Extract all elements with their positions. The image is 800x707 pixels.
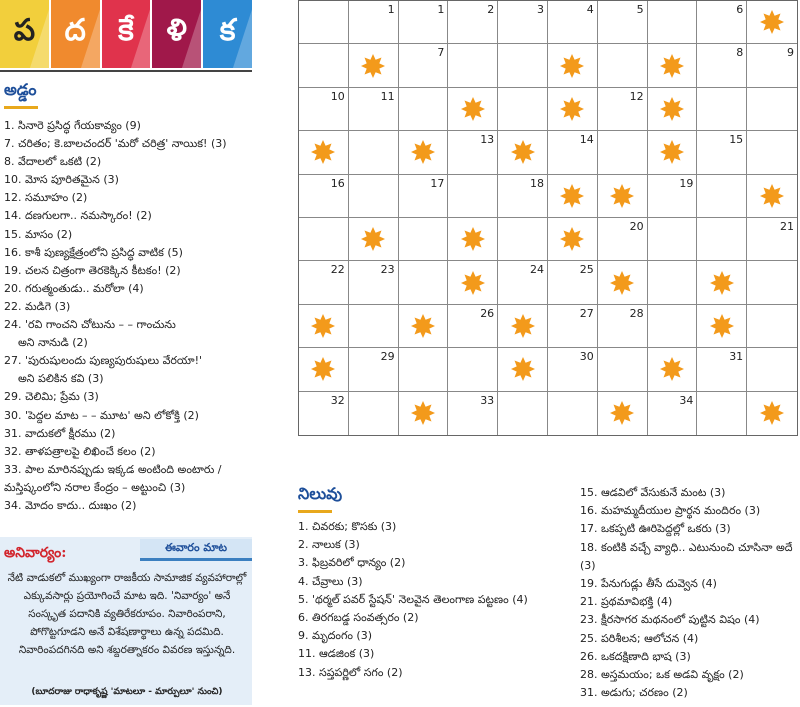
clue-number: 21 — [779, 220, 794, 233]
star-block-icon — [511, 140, 535, 164]
grid-cell[interactable] — [498, 392, 548, 435]
block-cell — [747, 175, 797, 218]
clue-number: 3 — [536, 3, 544, 16]
clue-number: 9 — [786, 46, 794, 60]
grid-cell[interactable] — [299, 261, 349, 304]
block-cell — [399, 131, 449, 174]
clue-item: 1. సినారె ప్రసిద్ధ గేయకావ్యం (9) — [4, 119, 141, 132]
grid-cell[interactable] — [399, 175, 449, 218]
grid-cell[interactable] — [598, 348, 648, 391]
title-tiles — [0, 0, 252, 68]
grid-cell[interactable] — [598, 1, 648, 44]
grid-cell[interactable] — [448, 175, 498, 218]
grid-cell[interactable] — [648, 175, 698, 218]
grid-cell[interactable] — [448, 44, 498, 87]
star-block-icon — [311, 140, 335, 164]
star-block-icon — [311, 357, 335, 381]
clue-number: 22 — [330, 263, 345, 277]
clue-item: 26. ఒకదక్షిణాది భాష (3) — [580, 649, 691, 663]
clue-item: 33. పాల మారినప్పుడు ఇక్కడ అంటింది అంటారు / మస్తిష్కంలోని నరాల కేంద్రం – అట్టుంచి (3) — [4, 462, 222, 494]
block-cell — [399, 392, 449, 435]
star-block-icon — [361, 227, 385, 251]
clue-number: 28 — [629, 306, 644, 320]
clue-number: 16 — [330, 176, 345, 190]
clue-number: 7 — [437, 46, 445, 60]
clue-item: 7. చరితం; కె.బాలచందర్ 'మరో చరిత్ర' నాయిక! (3) — [4, 137, 227, 151]
block-cell — [648, 131, 698, 174]
block-cell — [598, 175, 648, 218]
grid-cell[interactable] — [448, 348, 498, 391]
clue-item: 13. సప్తపర్ణిలో సగం (2) — [298, 665, 403, 679]
clue-number: 14 — [579, 133, 594, 147]
clue-number: 25 — [579, 263, 594, 277]
grid-cell[interactable] — [498, 44, 548, 87]
word-title: అనివార్యం: — [4, 545, 67, 561]
star-block-icon — [461, 271, 485, 295]
clue-item: 21. ప్రథమావిభక్తి (4) — [580, 595, 673, 609]
clue-number: 17 — [430, 176, 445, 190]
grid-cell[interactable] — [498, 1, 548, 44]
grid-cell[interactable] — [399, 218, 449, 261]
grid-cell[interactable] — [498, 218, 548, 261]
clue-number: 2 — [487, 3, 495, 16]
title-tile-2 — [51, 0, 100, 68]
down-clues-col2 — [580, 484, 800, 702]
clue-number: 26 — [480, 306, 495, 320]
clue-item: 11. ఆడజింక (3) — [298, 647, 375, 661]
grid-cell[interactable] — [349, 261, 399, 304]
star-block-icon — [560, 54, 584, 78]
grid-cell[interactable] — [349, 392, 399, 435]
clue-number: 6 — [736, 3, 744, 16]
grid-cell[interactable] — [747, 218, 797, 261]
clue-item: 16. మహమ్మదీయుల ప్రార్థన మందిరం (3) — [580, 504, 761, 518]
across-title — [4, 80, 38, 109]
grid-cell[interactable] — [598, 218, 648, 261]
block-cell — [299, 305, 349, 348]
grid-cell[interactable] — [399, 1, 449, 44]
grid-cell[interactable] — [648, 218, 698, 261]
grid-cell[interactable] — [548, 305, 598, 348]
clue-number: 13 — [480, 133, 495, 147]
star-block-icon — [660, 140, 684, 164]
clue-number: 15 — [729, 133, 744, 147]
clue-item: 18. కంటికి వచ్చే వ్యాధి.. ఎటునుంచి చూసినా అదే (3) — [580, 540, 793, 572]
grid-cell[interactable] — [349, 131, 399, 174]
grid-cell[interactable] — [299, 175, 349, 218]
clue-number: 29 — [380, 350, 395, 364]
clue-item: 34. మోదం కాదు.. దుఃఖం (2) — [4, 498, 137, 512]
block-cell — [349, 218, 399, 261]
clue-item: 27. 'పురుషులందు పుణ్యపురుషులు వేరయా!' అని పలికిన కవి (3) — [4, 354, 203, 386]
clue-number: 30 — [579, 350, 594, 364]
block-cell — [299, 131, 349, 174]
clue-number: 5 — [636, 3, 644, 16]
clue-item: 32. తాళపత్రాలపై లిఖించే కలం (2) — [4, 444, 156, 458]
block-cell — [349, 44, 399, 87]
grid-cell[interactable] — [747, 88, 797, 131]
block-cell — [498, 348, 548, 391]
star-block-icon — [710, 271, 734, 295]
block-cell — [598, 392, 648, 435]
star-block-icon — [610, 271, 634, 295]
grid-cell[interactable] — [349, 175, 399, 218]
title-tile-1 — [0, 0, 49, 68]
grid-cell[interactable] — [448, 131, 498, 174]
grid-cell[interactable] — [448, 392, 498, 435]
block-cell — [648, 88, 698, 131]
clue-number: 27 — [579, 306, 594, 320]
clue-item: 5. 'థర్మల్ పవర్ స్టేషన్' నెలవైన తెలంగాణ పట్టణం (4) — [298, 592, 528, 606]
block-cell — [697, 305, 747, 348]
block-cell — [648, 44, 698, 87]
clue-item: 16. కాశీ పుణ్యక్షేత్రంలోని ప్రసిద్ధ వాటిక (5) — [4, 245, 183, 259]
star-block-icon — [760, 184, 784, 208]
grid-cell[interactable] — [498, 261, 548, 304]
grid-cell[interactable] — [399, 348, 449, 391]
clue-number: 23 — [380, 263, 395, 277]
word-of-week-tab: ఈవారం మాట — [140, 539, 252, 561]
grid-cell[interactable] — [349, 1, 399, 44]
clue-item: 30. 'పెద్దల మాట – – మూట' అని లోకోక్తి (2) — [4, 408, 199, 422]
clue-item: 17. ఒకప్పటి ఊరిపెద్దల్లో ఒకరు (3) — [580, 522, 731, 536]
clue-number: 1 — [387, 3, 395, 16]
grid-cell[interactable] — [648, 261, 698, 304]
block-cell — [598, 261, 648, 304]
star-block-icon — [560, 97, 584, 121]
clue-item: 15. ఆడవిలో వేసుకునే మంట (3) — [580, 486, 726, 499]
grid-cell[interactable] — [697, 131, 747, 174]
grid-cell[interactable] — [299, 88, 349, 131]
down-title-text: నిలువు — [298, 484, 343, 503]
grid-cell[interactable] — [548, 1, 598, 44]
grid-cell[interactable] — [747, 131, 797, 174]
grid-cell[interactable] — [299, 1, 349, 44]
grid-cell[interactable] — [548, 131, 598, 174]
title-tile-5 — [203, 0, 252, 68]
clue-number: 31 — [729, 350, 744, 364]
star-block-icon — [660, 54, 684, 78]
clue-number: 4 — [586, 3, 594, 16]
clue-item: 10. మోస పూరితమైన (3) — [4, 173, 119, 187]
star-block-icon — [411, 314, 435, 338]
grid-cell[interactable] — [747, 305, 797, 348]
clue-item: 24. 'రవి గాంచని చోటును – – గాంచును అని నానుడి (2) — [4, 318, 176, 350]
grid-cell[interactable] — [648, 1, 698, 44]
clue-item: 15. మాసం (2) — [4, 227, 73, 241]
grid-cell[interactable] — [498, 175, 548, 218]
block-cell — [399, 305, 449, 348]
block-cell — [448, 218, 498, 261]
clue-number: 18 — [529, 176, 544, 190]
star-block-icon — [610, 401, 634, 425]
grid-cell[interactable] — [349, 348, 399, 391]
clue-number: 8 — [736, 46, 744, 60]
star-block-icon — [660, 97, 684, 121]
grid-cell[interactable] — [697, 1, 747, 44]
clue-item: 3. ఫిబ్రవరిలో ధాన్యం (2) — [298, 556, 406, 570]
star-block-icon — [311, 314, 335, 338]
down-title — [298, 484, 342, 513]
grid-cell[interactable] — [548, 348, 598, 391]
grid-cell[interactable] — [747, 261, 797, 304]
clue-number: 32 — [330, 393, 345, 407]
title-tile-4 — [152, 0, 201, 68]
tile-char: ప — [13, 13, 36, 48]
block-cell — [648, 348, 698, 391]
block-cell — [498, 131, 548, 174]
star-block-icon — [560, 184, 584, 208]
crossword-grid — [298, 0, 798, 436]
grid-cell[interactable] — [448, 305, 498, 348]
block-cell — [548, 218, 598, 261]
grid-cell[interactable] — [399, 88, 449, 131]
block-cell — [448, 88, 498, 131]
clue-item: 9. మృదంగం (3) — [298, 629, 373, 643]
clue-number: 12 — [629, 89, 644, 103]
block-cell — [747, 1, 797, 44]
grid-cell[interactable] — [747, 44, 797, 87]
clue-item: 22. మడిగె (3) — [4, 299, 71, 313]
tile-char: క — [219, 13, 236, 48]
star-block-icon — [361, 54, 385, 78]
word-description: నేటి వాడుకలో ముఖ్యంగా రాజకీయ సామాజిక వ్యవహారాల్లో ఎక్కువసార్లు ప్రయోగించే మాట ఇది. 'నివార్యం' అనే సంస్కృత పదానికి వ్యతిరేకరూపం. నివారింపరాని, పోగొట్టగూడని అనే విశేషణార్థాలు ఉన్న పదమిది. నివారింపదగినది అని శబ్దరత్నాకరం వివరణ ఇస్తున్నది. — [7, 572, 247, 656]
grid-cell[interactable] — [598, 131, 648, 174]
clue-item: 28. అస్తమయం; ఒక అడవి వృక్షం (2) — [580, 668, 744, 682]
grid-cell[interactable] — [548, 261, 598, 304]
grid-cell[interactable] — [399, 261, 449, 304]
block-cell — [747, 392, 797, 435]
clue-item: 19. చలన చిత్రంగా తెరకెక్కిన కీటకం! (2) — [4, 263, 181, 277]
star-block-icon — [411, 140, 435, 164]
clue-item: 20. గరుత్మంతుడు.. మరోలా (4) — [4, 281, 144, 295]
block-cell — [548, 44, 598, 87]
grid-cell[interactable] — [349, 305, 399, 348]
clue-number: 19 — [679, 176, 694, 190]
divider — [0, 70, 252, 72]
star-block-icon — [560, 227, 584, 251]
grid-cell[interactable] — [548, 392, 598, 435]
word-credit: (బూదరాజు రాధాకృష్ణ 'మాటలూ - మార్పులూ' నుంచి) — [31, 687, 223, 697]
grid-cell[interactable] — [697, 44, 747, 87]
clue-item: 14. దణగులగా.. నమస్కారం! (2) — [4, 209, 152, 223]
block-cell — [299, 348, 349, 391]
clue-item: 31. వాదుకలో క్షీరము (2) — [4, 426, 116, 440]
grid-cell[interactable] — [697, 88, 747, 131]
star-block-icon — [710, 314, 734, 338]
grid-cell[interactable] — [598, 44, 648, 87]
star-block-icon — [461, 97, 485, 121]
block-cell — [548, 175, 598, 218]
title-underline — [4, 106, 38, 109]
title-underline — [298, 510, 332, 513]
block-cell — [498, 305, 548, 348]
grid-cell[interactable] — [697, 218, 747, 261]
clue-item: 25. పరిశీలన; ఆలోచన (4) — [580, 631, 699, 645]
clue-number: 20 — [629, 220, 644, 233]
clue-item: 2. నాలుక (3) — [298, 538, 360, 552]
grid-cell[interactable] — [299, 44, 349, 87]
grid-cell[interactable] — [697, 348, 747, 391]
block-cell — [697, 261, 747, 304]
grid-cell[interactable] — [448, 1, 498, 44]
grid-cell[interactable] — [648, 305, 698, 348]
clue-number: 33 — [480, 393, 495, 407]
across-title-text: అడ్డం — [4, 80, 37, 99]
grid-cell[interactable] — [648, 392, 698, 435]
grid-cell[interactable] — [747, 348, 797, 391]
grid-cell[interactable] — [299, 392, 349, 435]
grid-cell[interactable] — [399, 44, 449, 87]
block-cell — [548, 88, 598, 131]
star-block-icon — [760, 10, 784, 34]
tile-char: ళి — [166, 13, 187, 48]
clue-number: 10 — [330, 89, 345, 103]
clue-item: 12. సమూహం (2) — [4, 191, 88, 205]
tile-char: కే — [118, 13, 134, 48]
grid-cell[interactable] — [349, 88, 399, 131]
star-block-icon — [511, 314, 535, 338]
clue-item: 23. క్షీరసాగర మథనంలో పుట్టిన విషం (4) — [580, 613, 760, 627]
clue-number: 34 — [679, 393, 694, 407]
clue-item: 6. తిరగబడ్డ సంవత్సరం (2) — [298, 611, 419, 625]
block-cell — [448, 261, 498, 304]
grid-cell[interactable] — [598, 305, 648, 348]
star-block-icon — [511, 357, 535, 381]
grid-cell[interactable] — [697, 175, 747, 218]
clue-item: 19. పేనుగుడ్లు తీసే దువ్వెన (4) — [580, 577, 717, 591]
grid-cell[interactable] — [697, 392, 747, 435]
clue-number: 11 — [380, 89, 395, 103]
clue-item: 4. చేవ్రాలు (3) — [298, 574, 363, 588]
across-clues — [4, 117, 254, 515]
clue-number: 24 — [529, 263, 544, 277]
clue-item: 8. వేదాలలో ఒకటి (2) — [4, 155, 102, 169]
star-block-icon — [610, 184, 634, 208]
star-block-icon — [461, 227, 485, 251]
star-block-icon — [760, 401, 784, 425]
clue-item: 29. చెలిమి; ప్రేమ (3) — [4, 390, 99, 404]
grid-cell[interactable] — [498, 88, 548, 131]
clue-item: 1. చివరకు; కొసకు (3) — [298, 520, 397, 533]
star-block-icon — [660, 357, 684, 381]
clue-item: 31. అడుగు; చరణం (2) — [580, 686, 688, 700]
down-clues-col1 — [298, 518, 568, 682]
word-of-week-box — [0, 537, 252, 705]
star-block-icon — [411, 401, 435, 425]
clue-number: 1 — [437, 3, 445, 16]
title-tile-3 — [102, 0, 151, 68]
grid-cell[interactable] — [598, 88, 648, 131]
tile-char: ద — [64, 13, 86, 48]
grid-cell[interactable] — [299, 218, 349, 261]
